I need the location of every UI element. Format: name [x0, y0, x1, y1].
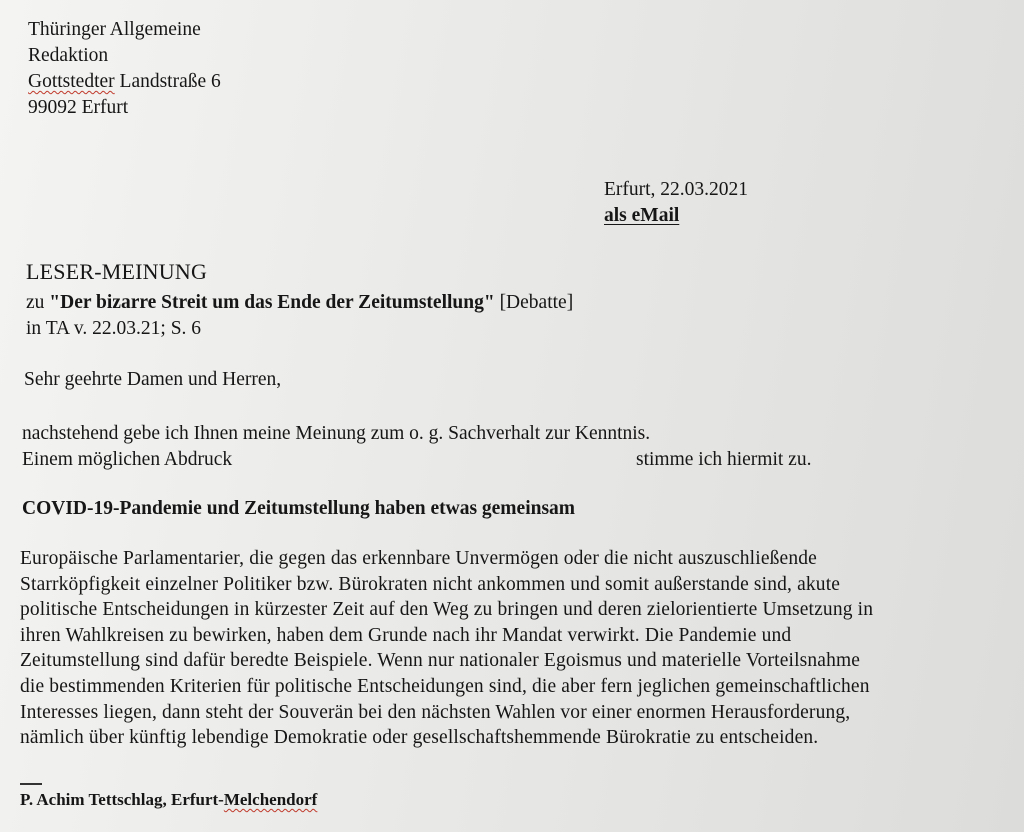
signature [20, 787, 317, 813]
recipient-street [28, 69, 221, 95]
body-line: ihren Wahlkreisen zu bewirken, haben dem Grunde nach ihr Mandat verwirkt. Die Pandemie und [20, 624, 792, 646]
article-title: "Der bizarre Streit um das Ende der Zeitumstellung" [49, 292, 495, 313]
signature-separator [20, 783, 42, 785]
body-line: Zeitumstellung sind dafür beredte Beispiele. Wenn nur nationaler Egoismus und materielle Vorteilsnahme [20, 650, 861, 672]
signature-name: P. Achim Tettschlag, Erfurt- [20, 790, 224, 809]
body-line: politische Entscheidungen in kürzester Zeit auf den Weg zu bringen und deren zielorientierte Umsetzung in [20, 599, 874, 621]
body-line: Europäische Parlamentarier, die gegen das erkennbare Unvermögen oder die nicht auszuschließende [20, 548, 817, 569]
delivery-method: als eMail [604, 205, 680, 226]
signature-place: Melchendorf [223, 790, 318, 809]
body-line: nämlich über künftig lebendige Demokratie oder gesellschaftshemmende Bürokratie zu entscheiden. [20, 727, 819, 749]
recipient-city: 99092 Erfurt [28, 97, 129, 118]
body-line: die bestimmenden Kriterien für politische Entscheidungen sind, die aber fern jeglichen gemeinschaftlichen [20, 675, 870, 697]
recipient-department: Redaktion [28, 45, 109, 66]
salutation: Sehr geehrte Damen und Herren, [24, 369, 282, 390]
recipient-name: Thüringer Allgemeine [28, 19, 201, 40]
reference-section: [Debatte] [494, 292, 574, 313]
body-line: Starrköpfigkeit einzelner Politiker bzw. Bürokraten nicht ankommen und somit außerstande sind, akute [20, 573, 841, 595]
intro-line-1: nachstehend gebe ich Ihnen meine Meinung zum o. g. Sachverhalt zur Kenntnis. [22, 423, 651, 444]
recipient-street-rest: Landstraße 6 [114, 71, 221, 92]
place-date: Erfurt, 22.03.2021 [604, 179, 749, 200]
article-reference [26, 290, 573, 316]
intro-line-2-end: stimme ich hiermit zu. [636, 449, 812, 470]
intro-line-2-start: Einem möglichen Abdruck [22, 449, 233, 470]
body-line: Interesses liegen, dann steht der Souverän bei den nächsten Wahlen vor einer enormen Herausforderung, [20, 701, 851, 723]
letter-heading: LESER-MEINUNG [26, 259, 208, 284]
article-source: in TA v. 22.03.21; S. 6 [26, 318, 202, 339]
body-paragraph [20, 546, 1010, 751]
subject-line: COVID-19-Pandemie und Zeitumstellung haben etwas gemeinsam [22, 498, 576, 519]
reference-prefix: zu [26, 292, 50, 313]
recipient-street-name: Gottstedter [28, 71, 115, 92]
